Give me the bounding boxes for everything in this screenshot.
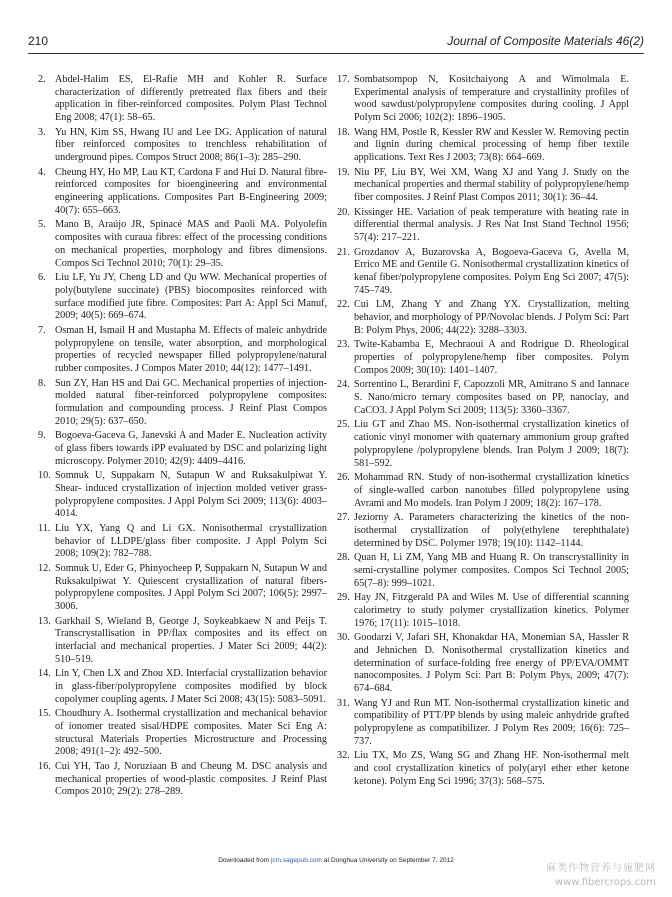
reference-number: 11. — [38, 522, 51, 534]
reference-item — [38, 219, 327, 270]
reference-text: Yu HN, Kim SS, Hwang IU and Lee DG. Application of natural fiber reinforced composites to trenchless rehabilitation of underground pipes. Compos Struct 2008; 86(1–3): 285–290. — [55, 126, 327, 164]
reference-item — [38, 761, 327, 799]
reference-number: 16. — [38, 761, 51, 773]
reference-item — [38, 378, 327, 429]
reference-number: 14. — [38, 668, 51, 680]
reference-text: Somnuk U, Suppakarn N, Sutapun W and Ruksakulpiwat Y. Shear- induced crystallization of injection molded vetiver grass-polypropylene composites. J Appl Polym Sci 2009; 113(6): 4003–4014. — [55, 470, 327, 520]
reference-item — [337, 552, 629, 590]
reference-text: Hay JN, Fitzgerald PA and Wiles M. Use of differential scanning calorimetry to study polymer crystallization kinetics. Polymer 1976; 17(11): 1015–1018. — [354, 592, 629, 629]
reference-text: Liu LF, Yu JY, Cheng LD and Qu WW. Mechanical properties of poly(butylene succinate) (PBS) biocomposites reinforced with surface modified jute fibre. Composites: Part A: Appl Sci Manuf, 2009; 40(5): 669–674. — [55, 272, 327, 322]
reference-number: 31. — [337, 697, 350, 709]
journal-title: Journal of Composite Materials 46(2) — [447, 34, 644, 48]
reference-item — [337, 74, 629, 125]
reference-item — [38, 167, 327, 218]
reference-text: Sorrentino L, Berardini F, Capozzoli MR, Amitrano S and Iannace S. Nano/micro ternary composites based on PP, nanoclay, and CaCO3. J Appl Polym Sci 2009; 113(5): 3360–3367. — [354, 379, 629, 416]
reference-number: 22. — [337, 299, 350, 311]
reference-text: Cheung HY, Ho MP, Lau KT, Cardona F and Hui D. Natural fibre-reinforced composites for bioengineering and environmental engineering applications. Composites Part B-Engineering 2009; 40(7): 655–663. — [55, 166, 327, 216]
reference-number: 9. — [38, 430, 46, 442]
reference-number: 6. — [38, 272, 46, 284]
reference-item — [337, 207, 629, 245]
reference-text: Liu GT and Zhao MS. Non-isothermal crystallization kinetics of cationic vinyl monomer with quaternary ammonium group grafted polypropylene /polypropylene blends. Iran Polym J 2009; 18(7): 581–592. — [354, 419, 629, 469]
reference-text: Garkhail S, Wieland B, George J, Soykeabkaew N and Peijs T. Transcrystallisation in PP/flax composites and its effect on interfacial and mechanical properties. J Mater Sci 2009; 44(2): 510–519. — [55, 615, 327, 665]
reference-text: Osman H, Ismail H and Mustapha M. Effects of maleic anhydride polypropylene on tensile, water absorption, and morphological properties of recycled newspaper filled polypropylene/natural rubber composites. J Compos Mater 2010; 44(12): 1477–1491. — [55, 324, 327, 374]
references-left-column — [38, 74, 327, 801]
reference-text: Sombatsompop N, Kositchaiyong A and Wimolmala E. Experimental analysis of temperature and crystallinity profiles of wood sawdust/polypropylene composites during cooling. J Appl Polym Sci 2006; 102(2): 1896–1905. — [354, 74, 629, 124]
reference-item — [337, 632, 629, 696]
reference-number: 7. — [38, 324, 46, 336]
reference-item — [38, 127, 327, 165]
watermark-line-2: www.fibercrops.com — [554, 877, 656, 888]
running-header — [28, 34, 644, 48]
footer-suffix: at Donghua University on September 7, 2012 — [321, 857, 454, 864]
reference-number: 24. — [337, 379, 350, 391]
reference-item — [38, 430, 327, 468]
reference-text: Cui YH, Tao J, Noruziaan B and Cheung M. DSC analysis and mechanical properties of wood-plastic composites. J Reinf Plast Compos 2010; 29(2): 278–289. — [55, 761, 327, 798]
reference-item — [337, 592, 629, 630]
reference-number: 19. — [337, 166, 350, 178]
reference-number: 32. — [337, 750, 350, 762]
reference-text: Jeziorny A. Parameters characterizing the kinetics of the non-isothermal crystallization of poly(ethylene terephthalate) determined by DSC. Polymer 1978; 19(10): 1142–1144. — [354, 512, 629, 549]
reference-item — [38, 708, 327, 759]
reference-text: Lin Y, Chen LX and Zhou XD. Interfacial crystallization behavior in glass-fiber/polypropylene composites modified by block copolymer coupling agents. J Mater Sci 2008; 43(15): 5083–5091. — [55, 668, 327, 705]
reference-item — [337, 750, 629, 788]
reference-text: Twite-Kabamba E, Mechraoui A and Rodrigue D. Rheological properties of polypropylene/hemp fiber composites. Polym Compos 2009; 30(10): 1401–1407. — [354, 339, 629, 376]
reference-text: Abdel-Halim ES, El-Rafie MH and Kohler R. Surface characterization of differently pretreated flax fibers and their application in fiber-reinforced composites. Polym Plast Technol Eng 2008; 47(1): 58–65. — [55, 74, 327, 124]
reference-text: Mohammad RN. Study of non-isothermal crystallization kinetics of single-walled carbon nanotubes filled polypropylene using Avrami and Mo models. Iran Polym J 2009; 18(2): 167–178. — [354, 472, 629, 509]
reference-number: 2. — [38, 74, 46, 85]
reference-number: 25. — [337, 419, 350, 431]
reference-item — [337, 472, 629, 510]
reference-text: Kissinger HE. Variation of peak temperature with heating rate in differential thermal analysis. J Res Nat Inst Stand Technol 1956; 57(4): 217–221. — [354, 206, 629, 244]
reference-text: Grozdanov A, Buzarovska A, Bogoeva-Gaceva G, Avella M, Errico ME and Gentile G. Nonisothermal crystallization kinetics of kenaf fiber/polypropylene composites. Polym Eng Sci 2007; 47(5): 745–749. — [354, 246, 629, 296]
reference-item — [38, 616, 327, 667]
reference-text: Somnuk U, Eder G, Phinyocheep P, Suppakarn N, Sutapun W and Ruksakulpiwat Y. Quiescent crystallization of natural fibers-polypropylene composites. J Appl Polym Sci 2007; 106(5): 2997–3006. — [55, 562, 327, 613]
reference-item — [337, 379, 629, 417]
reference-item — [38, 668, 327, 706]
reference-number: 17. — [337, 74, 350, 85]
reference-item — [38, 325, 327, 376]
reference-text: Wang HM, Postle R, Kessler RW and Kessler W. Removing pectin and lignin during chemical processing of hemp fiber textile applications. Text Res J 2003; 73(8): 664–669. — [354, 126, 629, 164]
reference-item — [38, 563, 327, 614]
reference-item — [38, 272, 327, 323]
reference-number: 13. — [38, 615, 51, 627]
reference-text: Quan H, Li ZM, Yang MB and Huang R. On transcrystallinity in semi-crystalline polymer composites. Compos Sci Technol 2005; 65(7–8): 999–1021. — [354, 552, 629, 589]
reference-number: 4. — [38, 166, 46, 178]
reference-item — [337, 419, 629, 470]
reference-item — [38, 523, 327, 561]
footer-prefix: Downloaded from — [218, 857, 271, 864]
reference-text: Bogoeva-Gaceva G, Janevski A and Mader E. Nucleation activity of glass fibers towards iPP evaluated by DSC and polarizing light microscopy. Polymer 2010; 42(9): 4409–4416. — [55, 430, 327, 467]
reference-text: Goodarzi V, Jafari SH, Khonakdar HA, Monemian SA, Hassler R and Jehnichen D. Nonisothermal crystallization kinetics and determination of surface-folding free energy of PP/EVA/OMMT nanocomposites. J Polym Sci: Part B: Polym Phys, 2009; 47(7): 674–684. — [354, 632, 629, 694]
reference-number: 30. — [337, 632, 350, 644]
reference-number: 21. — [337, 246, 350, 258]
reference-text: Liu TX, Mo ZS, Wang SG and Zhang HF. Non-isothermal melt and cool crystallization kinetics of poly(aryl ether ether ketone ketone). Polym Eng Sci 1996; 37(3): 568–575. — [354, 750, 629, 787]
reference-number: 5. — [38, 219, 46, 231]
reference-text: Cui LM, Zhang Y and Zhang YX. Crystallization, melting behavior, and morphology of PP/Novolac blends. J Polym Sci: Part B: Polym Phys, 2006; 44(22): 3288–3303. — [354, 299, 629, 336]
reference-number: 28. — [337, 552, 350, 564]
reference-number: 29. — [337, 592, 350, 604]
reference-text: Liu YX, Yang Q and Li GX. Nonisothermal crystallization behavior of LLDPE/glass fiber composite. J Appl Polym Sci 2008; 109(2): 782–788. — [55, 522, 327, 560]
reference-number: 10. — [38, 470, 51, 482]
page-number: 210 — [28, 34, 49, 48]
reference-item — [38, 74, 327, 125]
reference-number: 12. — [38, 562, 51, 574]
reference-number: 26. — [337, 472, 350, 484]
reference-text: Wang YJ and Run MT. Non-isothermal crystallization kinetic and compatibility of PTT/PP blends by using maleic anhydride grafted polypropylene as compatibilizer. J Polym Res 2009; 16(6): 725–737. — [354, 697, 629, 747]
reference-number: 15. — [38, 708, 51, 720]
reference-item — [337, 339, 629, 377]
reference-item — [337, 167, 629, 205]
reference-number: 20. — [337, 206, 350, 218]
reference-item — [337, 299, 629, 337]
reference-number: 3. — [38, 126, 46, 138]
watermark-line-1: 麻类作物营养与施肥网 — [546, 863, 656, 874]
references-right-column — [337, 74, 629, 790]
reference-text: Mano B, Araújo JR, Spinacé MAS and Paoli MA. Polyolefin composites with curaua fibres: effect of the processing conditions on mechanical properties, morphology and fibres dimensions. Compos Sci Technol 2010; 70(1): 29–35. — [55, 219, 327, 269]
footer-link[interactable]: jcm.sagepub.com — [270, 857, 322, 864]
reference-item — [337, 247, 629, 298]
reference-text: Niu PF, Liu BY, Wei XM, Wang XJ and Yang J. Study on the mechanical properties and thermal stability of polypropylene/hemp fiber composites. J Reinf Plast Compos 2011; 30(1): 36–44. — [354, 166, 629, 204]
reference-text: Choudhury A. Isothermal crystallization and mechanical behavior of ionomer treated sisal/HDPE composites. Mater Sci Eng A: structural Materials Properties Microstructure and Processing 2008; 491(1–2): 492–500. — [55, 708, 327, 758]
reference-item — [38, 470, 327, 521]
reference-number: 23. — [337, 339, 350, 351]
reference-text: Sun ZY, Han HS and Dai GC. Mechanical properties of injection- molded natural fiber-reinforced polypropylene composites: formulation and compounding process. J Reinf Plast Compos 2010; 29(5): 637–650. — [55, 377, 327, 427]
reference-number: 8. — [38, 377, 46, 389]
reference-number: 27. — [337, 512, 350, 524]
reference-item — [337, 512, 629, 550]
reference-number: 18. — [337, 126, 350, 138]
reference-item — [337, 698, 629, 749]
header-rule — [28, 53, 644, 54]
reference-item — [337, 127, 629, 165]
watermark — [546, 862, 656, 890]
